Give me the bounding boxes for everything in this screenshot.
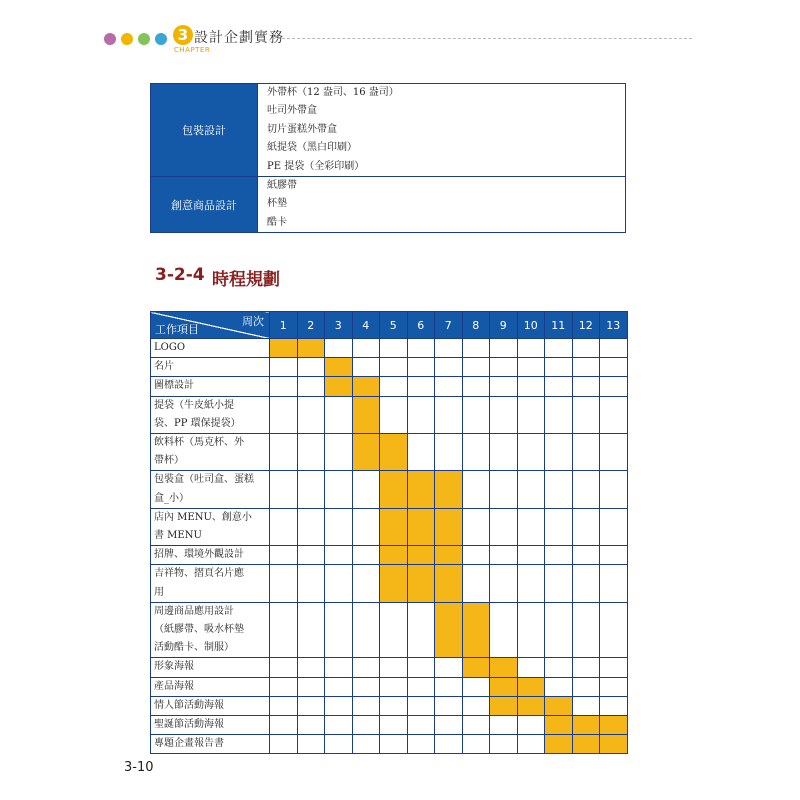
task-label-line: 帶杯）: [154, 455, 184, 467]
schedule-cell: [435, 677, 463, 696]
schedule-cell: [352, 735, 380, 754]
schedule-cell: [462, 696, 490, 715]
schedule-cell: [572, 339, 600, 358]
schedule-cell: [517, 471, 545, 508]
task-label-line: 產品海報: [154, 680, 194, 692]
schedule-cell: [325, 658, 353, 677]
design-items-table: [150, 83, 626, 233]
section-title: 時程規劃: [212, 270, 280, 290]
schedule-cell: [545, 434, 573, 471]
schedule-cell: [380, 396, 408, 433]
week-header: 11: [545, 312, 573, 339]
schedule-cell-active: [600, 735, 628, 754]
design-item: 紙提袋（黑白印刷）: [267, 142, 357, 154]
schedule-cell: [600, 339, 628, 358]
week-header: 3: [325, 312, 353, 339]
schedule-cell: [407, 696, 435, 715]
task-label: [151, 677, 270, 696]
schedule-cell: [435, 377, 463, 396]
schedule-row: [151, 434, 628, 471]
design-table-row: [151, 84, 626, 177]
schedule-cell: [407, 396, 435, 433]
schedule-cell: [435, 696, 463, 715]
schedule-cell: [435, 735, 463, 754]
schedule-cell: [270, 696, 298, 715]
schedule-cell: [462, 716, 490, 735]
section-number: 3-2-4: [155, 265, 205, 285]
schedule-cell-active: [325, 377, 353, 396]
schedule-cell: [462, 735, 490, 754]
schedule-cell: [352, 358, 380, 377]
schedule-cell-active: [435, 602, 463, 658]
schedule-cell-active: [545, 735, 573, 754]
schedule-row: [151, 565, 628, 602]
schedule-cell: [545, 658, 573, 677]
schedule-cell: [352, 565, 380, 602]
design-item: 紙膠帶: [267, 179, 297, 191]
task-label: [151, 716, 270, 735]
schedule-cell: [297, 471, 325, 508]
schedule-row: [151, 508, 628, 545]
schedule-cell: [407, 377, 435, 396]
schedule-cell: [380, 339, 408, 358]
schedule-cell: [297, 508, 325, 545]
schedule-cell: [270, 396, 298, 433]
schedule-cell-active: [435, 546, 463, 565]
schedule-cell-active: [517, 696, 545, 715]
schedule-cell: [600, 696, 628, 715]
schedule-cell: [435, 339, 463, 358]
schedule-cell: [490, 716, 518, 735]
schedule-cell: [572, 677, 600, 696]
week-header: 7: [435, 312, 463, 339]
schedule-cell: [270, 677, 298, 696]
page-number: 3-10: [124, 760, 154, 775]
schedule-cell: [325, 677, 353, 696]
schedule-cell: [600, 434, 628, 471]
schedule-cell: [517, 508, 545, 545]
schedule-cell: [407, 602, 435, 658]
chapter-title: 設計企劃實務: [194, 30, 284, 46]
schedule-cell: [380, 677, 408, 696]
schedule-cell: [270, 434, 298, 471]
week-header: 5: [380, 312, 408, 339]
schedule-cell: [325, 434, 353, 471]
schedule-cell: [380, 602, 408, 658]
schedule-row: [151, 658, 628, 677]
schedule-cell-active: [407, 546, 435, 565]
week-header: 6: [407, 312, 435, 339]
schedule-cell-active: [297, 339, 325, 358]
header-divider: [272, 38, 692, 39]
task-label: [151, 339, 270, 358]
task-label: [151, 396, 270, 433]
design-item: 切片蛋糕外帶盒: [267, 123, 337, 135]
schedule-cell-active: [380, 546, 408, 565]
schedule-cell: [517, 658, 545, 677]
schedule-cell: [435, 358, 463, 377]
schedule-row: [151, 396, 628, 433]
task-label: [151, 565, 270, 602]
schedule-cell: [517, 358, 545, 377]
schedule-cell: [270, 602, 298, 658]
task-label: [151, 434, 270, 471]
schedule-cell-active: [352, 377, 380, 396]
schedule-cell: [517, 565, 545, 602]
schedule-cell: [462, 396, 490, 433]
schedule-cell: [407, 339, 435, 358]
schedule-cell: [572, 377, 600, 396]
schedule-row: [151, 546, 628, 565]
schedule-cell-active: [435, 508, 463, 545]
schedule-cell: [462, 677, 490, 696]
schedule-cell: [572, 471, 600, 508]
chapter-dot: [104, 33, 116, 45]
schedule-cell: [517, 602, 545, 658]
schedule-cell: [600, 396, 628, 433]
task-label-line: （紙膠帶、吸水杯墊: [154, 624, 244, 636]
schedule-cell: [297, 735, 325, 754]
schedule-corner-header: [151, 312, 270, 339]
design-table-row: [151, 176, 626, 232]
schedule-cell: [297, 377, 325, 396]
schedule-cell: [407, 735, 435, 754]
schedule-cell: [325, 339, 353, 358]
schedule-cell: [517, 339, 545, 358]
schedule-cell: [545, 396, 573, 433]
schedule-cell: [407, 716, 435, 735]
week-header: 12: [572, 312, 600, 339]
schedule-cell: [297, 696, 325, 715]
schedule-cell: [572, 565, 600, 602]
schedule-row: [151, 696, 628, 715]
schedule-row: [151, 339, 628, 358]
schedule-cell: [490, 735, 518, 754]
schedule-cell: [435, 396, 463, 433]
schedule-cell: [490, 358, 518, 377]
task-label: [151, 602, 270, 658]
schedule-cell: [325, 546, 353, 565]
design-item: 外帶杯（12 盎司、16 盎司）: [267, 87, 399, 98]
task-label: [151, 471, 270, 508]
schedule-cell-active: [325, 358, 353, 377]
schedule-cell: [297, 396, 325, 433]
task-label: [151, 377, 270, 396]
schedule-cell: [462, 377, 490, 396]
task-label-line: 袋、PP 環保提袋）: [154, 417, 241, 429]
schedule-cell: [297, 658, 325, 677]
schedule-cell: [325, 396, 353, 433]
schedule-cell-active: [490, 658, 518, 677]
schedule-cell-active: [380, 471, 408, 508]
week-header: 4: [352, 312, 380, 339]
schedule-cell-active: [572, 735, 600, 754]
schedule-cell: [352, 339, 380, 358]
task-label: [151, 508, 270, 545]
schedule-cell: [270, 508, 298, 545]
task-label: [151, 735, 270, 754]
schedule-cell-active: [572, 716, 600, 735]
week-header: 9: [490, 312, 518, 339]
schedule-cell: [572, 602, 600, 658]
schedule-cell: [462, 546, 490, 565]
schedule-cell: [352, 471, 380, 508]
schedule-cell: [325, 735, 353, 754]
schedule-cell-active: [407, 471, 435, 508]
schedule-cell: [600, 508, 628, 545]
schedule-row: [151, 471, 628, 508]
schedule-cell: [270, 716, 298, 735]
task-label-line: 招牌、環境外觀設計: [154, 549, 244, 561]
schedule-cell: [435, 716, 463, 735]
chapter-label: CHAPTER: [174, 46, 211, 54]
schedule-cell: [462, 358, 490, 377]
task-label-line: 飲料杯（馬克杯、外: [154, 437, 244, 449]
schedule-cell: [572, 434, 600, 471]
schedule-cell: [297, 358, 325, 377]
schedule-cell: [325, 696, 353, 715]
schedule-cell: [490, 602, 518, 658]
schedule-cell: [352, 546, 380, 565]
schedule-cell-active: [600, 716, 628, 735]
schedule-cell-active: [380, 508, 408, 545]
chapter-number-badge: 3: [173, 25, 193, 45]
task-label-line: 情人節活動海報: [154, 699, 224, 711]
schedule-cell: [545, 358, 573, 377]
schedule-cell: [297, 434, 325, 471]
task-label-line: 包裝盒（吐司盒、蛋糕: [154, 474, 254, 486]
schedule-cell: [270, 377, 298, 396]
chapter-dot: [138, 33, 150, 45]
schedule-table: [150, 311, 628, 754]
schedule-row: [151, 716, 628, 735]
task-label-line: 專題企畫報告書: [154, 738, 224, 750]
schedule-cell: [517, 377, 545, 396]
task-label-line: 活動酷卡、制服）: [154, 642, 234, 654]
schedule-cell: [600, 565, 628, 602]
schedule-cell: [380, 358, 408, 377]
schedule-cell: [545, 677, 573, 696]
schedule-cell: [490, 471, 518, 508]
schedule-cell: [600, 677, 628, 696]
schedule-cell: [325, 471, 353, 508]
schedule-cell-active: [435, 565, 463, 602]
schedule-cell: [600, 471, 628, 508]
task-label: [151, 658, 270, 677]
schedule-cell: [380, 716, 408, 735]
design-items: [258, 84, 626, 177]
schedule-cell: [600, 546, 628, 565]
design-category: 創意商品設計: [151, 176, 258, 232]
schedule-cell: [352, 658, 380, 677]
week-header: 10: [517, 312, 545, 339]
week-header: 8: [462, 312, 490, 339]
design-item: 吐司外帶盒: [267, 105, 317, 117]
schedule-cell: [380, 377, 408, 396]
schedule-cell: [380, 735, 408, 754]
schedule-cell: [435, 434, 463, 471]
task-label: [151, 546, 270, 565]
schedule-cell-active: [545, 696, 573, 715]
schedule-cell: [325, 565, 353, 602]
schedule-cell: [270, 546, 298, 565]
schedule-cell: [545, 471, 573, 508]
schedule-cell: [270, 565, 298, 602]
schedule-cell: [572, 396, 600, 433]
schedule-cell: [490, 565, 518, 602]
schedule-cell: [297, 602, 325, 658]
week-header: 1: [270, 312, 298, 339]
schedule-cell: [490, 377, 518, 396]
week-header: 13: [600, 312, 628, 339]
schedule-cell: [545, 339, 573, 358]
schedule-cell-active: [490, 696, 518, 715]
design-item: PE 提袋（全彩印刷）: [267, 160, 365, 172]
schedule-cell: [352, 716, 380, 735]
schedule-row: [151, 377, 628, 396]
task-label-line: 盒_小）: [154, 492, 189, 504]
schedule-cell-active: [462, 658, 490, 677]
schedule-cell-active: [380, 565, 408, 602]
schedule-cell: [407, 677, 435, 696]
schedule-cell: [600, 377, 628, 396]
schedule-cell-active: [380, 434, 408, 471]
schedule-cell: [407, 658, 435, 677]
schedule-row: [151, 358, 628, 377]
schedule-cell: [572, 508, 600, 545]
schedule-cell: [270, 471, 298, 508]
schedule-cell: [490, 546, 518, 565]
schedule-cell: [270, 358, 298, 377]
design-item: 酷卡: [267, 216, 287, 228]
schedule-cell: [270, 735, 298, 754]
schedule-cell: [297, 716, 325, 735]
schedule-cell-active: [490, 677, 518, 696]
schedule-cell: [490, 396, 518, 433]
design-category: 包裝設計: [151, 84, 258, 177]
schedule-row: [151, 735, 628, 754]
task-label-line: 形象海報: [154, 661, 194, 673]
schedule-cell: [517, 546, 545, 565]
schedule-cell: [297, 565, 325, 602]
schedule-cell: [352, 602, 380, 658]
task-label-line: 用: [154, 586, 164, 598]
schedule-cell: [517, 396, 545, 433]
schedule-cell-active: [462, 602, 490, 658]
schedule-cell: [407, 434, 435, 471]
task-label-line: 周邊商品應用設計: [154, 605, 234, 617]
schedule-cell-active: [407, 508, 435, 545]
schedule-cell-active: [517, 677, 545, 696]
schedule-cell: [490, 339, 518, 358]
week-header-label: 周次: [242, 315, 264, 328]
task-label-line: 提袋（牛皮紙小提: [154, 399, 234, 411]
schedule-cell: [545, 546, 573, 565]
schedule-cell: [545, 565, 573, 602]
schedule-cell: [572, 658, 600, 677]
task-label-line: 圖標設計: [154, 380, 194, 392]
task-label-line: LOGO: [154, 342, 186, 353]
schedule-cell-active: [352, 396, 380, 433]
schedule-cell-active: [352, 434, 380, 471]
schedule-cell: [380, 696, 408, 715]
schedule-cell-active: [545, 716, 573, 735]
task-label-line: 吉祥物、摺頁名片應: [154, 568, 244, 580]
schedule-cell: [435, 658, 463, 677]
schedule-cell: [270, 658, 298, 677]
schedule-cell: [462, 508, 490, 545]
task-label-line: 書 MENU: [154, 530, 202, 542]
task-label-line: 聖誕節活動海報: [154, 719, 224, 731]
schedule-cell: [545, 377, 573, 396]
design-item: 杯墊: [267, 198, 287, 210]
schedule-row: [151, 602, 628, 658]
schedule-cell: [572, 358, 600, 377]
task-label-line: 名片: [154, 361, 174, 373]
schedule-cell: [462, 339, 490, 358]
chapter-dot: [155, 33, 167, 45]
schedule-cell: [600, 358, 628, 377]
task-label: [151, 696, 270, 715]
schedule-cell: [517, 716, 545, 735]
schedule-cell-active: [270, 339, 298, 358]
schedule-cell: [572, 546, 600, 565]
schedule-cell: [297, 677, 325, 696]
schedule-cell: [325, 716, 353, 735]
schedule-cell: [517, 735, 545, 754]
week-header: 2: [297, 312, 325, 339]
schedule-cell: [380, 658, 408, 677]
schedule-cell-active: [435, 471, 463, 508]
schedule-cell: [462, 565, 490, 602]
schedule-cell: [297, 546, 325, 565]
schedule-cell: [352, 508, 380, 545]
task-label-line: 店內 MENU、創意小: [154, 511, 252, 523]
schedule-cell: [545, 602, 573, 658]
task-header-label: 工作項目: [155, 323, 199, 336]
schedule-cell: [517, 434, 545, 471]
schedule-cell: [352, 677, 380, 696]
schedule-cell: [545, 508, 573, 545]
schedule-cell: [352, 696, 380, 715]
schedule-cell: [490, 434, 518, 471]
schedule-cell: [572, 696, 600, 715]
task-label: [151, 358, 270, 377]
design-items: [258, 176, 626, 232]
schedule-cell: [325, 602, 353, 658]
schedule-cell-active: [407, 565, 435, 602]
schedule-row: [151, 677, 628, 696]
schedule-cell: [600, 602, 628, 658]
schedule-cell: [325, 508, 353, 545]
schedule-cell: [490, 508, 518, 545]
chapter-dot: [121, 33, 133, 45]
schedule-cell: [462, 434, 490, 471]
schedule-cell: [462, 471, 490, 508]
schedule-cell: [407, 358, 435, 377]
schedule-cell: [600, 658, 628, 677]
